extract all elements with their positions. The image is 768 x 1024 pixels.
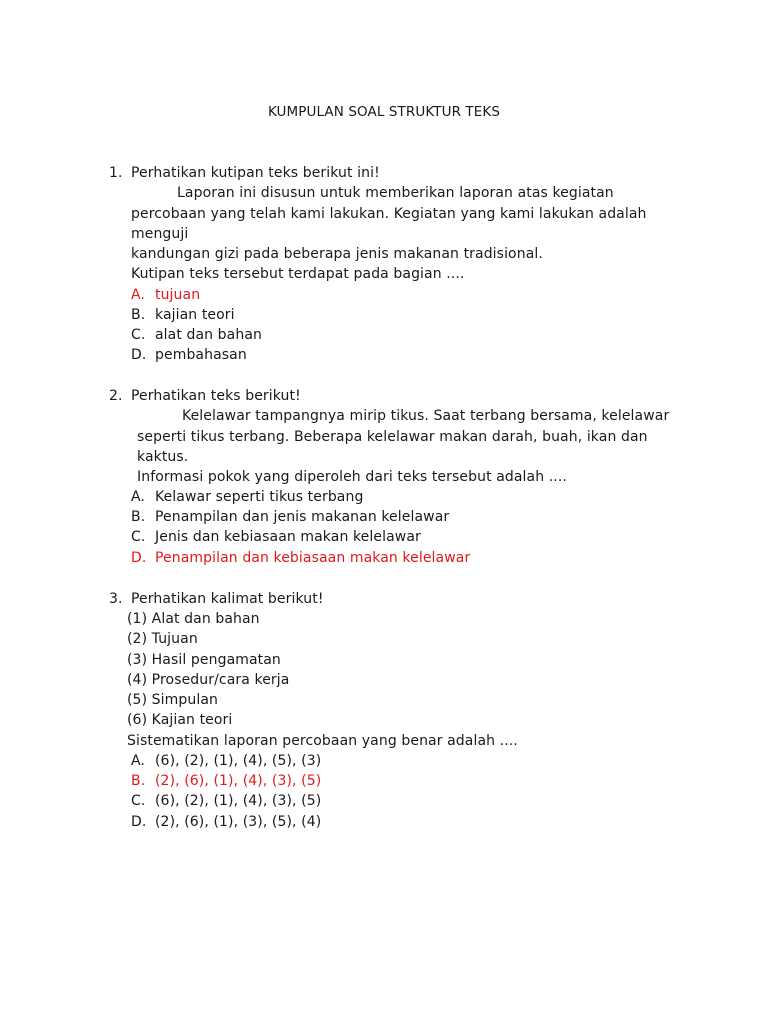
option-a[interactable]	[131, 487, 363, 507]
question-text: Sistematikan laporan percobaan yang benar adalah ....	[127, 733, 518, 749]
passage-line: menguji	[131, 226, 189, 242]
option-letter: B.	[131, 307, 146, 323]
passage-line: Kelelawar tampangnya mirip tikus. Saat terbang bersama, kelelawar	[182, 408, 670, 424]
option-d[interactable]	[131, 548, 470, 568]
option-text: Kelawar seperti tikus terbang	[155, 489, 364, 505]
option-b[interactable]	[131, 305, 235, 325]
list-item: (5) Simpulan	[127, 692, 218, 708]
option-letter: C.	[131, 793, 146, 809]
option-letter: C.	[131, 529, 146, 545]
option-a[interactable]	[131, 285, 200, 305]
option-text: Penampilan dan jenis makanan kelelawar	[155, 509, 450, 525]
option-letter: D.	[131, 347, 147, 363]
option-text: alat dan bahan	[155, 327, 262, 343]
question-prompt: Perhatikan kalimat berikut!	[131, 591, 324, 607]
option-b[interactable]	[131, 507, 449, 527]
option-c[interactable]	[131, 791, 321, 811]
option-letter: B.	[131, 773, 146, 789]
option-letter: A.	[131, 287, 145, 303]
option-letter: B.	[131, 509, 146, 525]
option-text: (2), (6), (1), (4), (3), (5)	[155, 773, 322, 789]
option-text: Penampilan dan kebiasaan makan kelelawar	[155, 550, 471, 566]
question-number: 3.	[109, 591, 123, 607]
passage-line: kaktus.	[137, 449, 189, 465]
option-c[interactable]	[131, 325, 262, 345]
option-d[interactable]	[131, 812, 321, 832]
option-text: pembahasan	[155, 347, 247, 363]
option-b[interactable]	[131, 771, 321, 791]
passage-line: percobaan yang telah kami lakukan. Kegiatan yang kami lakukan adalah	[131, 206, 647, 222]
option-text: (6), (2), (1), (4), (3), (5)	[155, 793, 322, 809]
passage-line: seperti tikus terbang. Beberapa kelelawar makan darah, buah, ikan dan	[137, 429, 648, 445]
option-text: (6), (2), (1), (4), (5), (3)	[155, 753, 322, 769]
option-letter: C.	[131, 327, 146, 343]
option-letter: A.	[131, 489, 145, 505]
option-d[interactable]	[131, 345, 247, 365]
document-title: KUMPULAN SOAL STRUKTUR TEKS	[267, 104, 501, 120]
list-item: (1) Alat dan bahan	[127, 611, 260, 627]
list-item: (6) Kajian teori	[127, 712, 233, 728]
question-prompt: Perhatikan teks berikut!	[131, 388, 301, 404]
passage-line: Laporan ini disusun untuk memberikan laporan atas kegiatan	[177, 185, 614, 201]
question-number: 2.	[109, 388, 123, 404]
question-text: Informasi pokok yang diperoleh dari teks tersebut adalah ....	[137, 469, 567, 485]
option-letter: D.	[131, 814, 147, 830]
question-text: Kutipan teks tersebut terdapat pada bagian ....	[131, 266, 465, 282]
option-c[interactable]	[131, 527, 421, 547]
option-text: (2), (6), (1), (3), (5), (4)	[155, 814, 322, 830]
option-text: kajian teori	[155, 307, 235, 323]
option-text: Jenis dan kebiasaan makan kelelawar	[155, 529, 421, 545]
passage-line: kandungan gizi pada beberapa jenis makanan tradisional.	[131, 246, 543, 262]
list-item: (3) Hasil pengamatan	[127, 652, 281, 668]
option-a[interactable]	[131, 751, 321, 771]
option-text: tujuan	[155, 287, 201, 303]
question-prompt: Perhatikan kutipan teks berikut ini!	[131, 165, 380, 181]
list-item: (2) Tujuan	[127, 631, 198, 647]
option-letter: D.	[131, 550, 147, 566]
list-item: (4) Prosedur/cara kerja	[127, 672, 290, 688]
option-letter: A.	[131, 753, 145, 769]
question-number: 1.	[109, 165, 123, 181]
